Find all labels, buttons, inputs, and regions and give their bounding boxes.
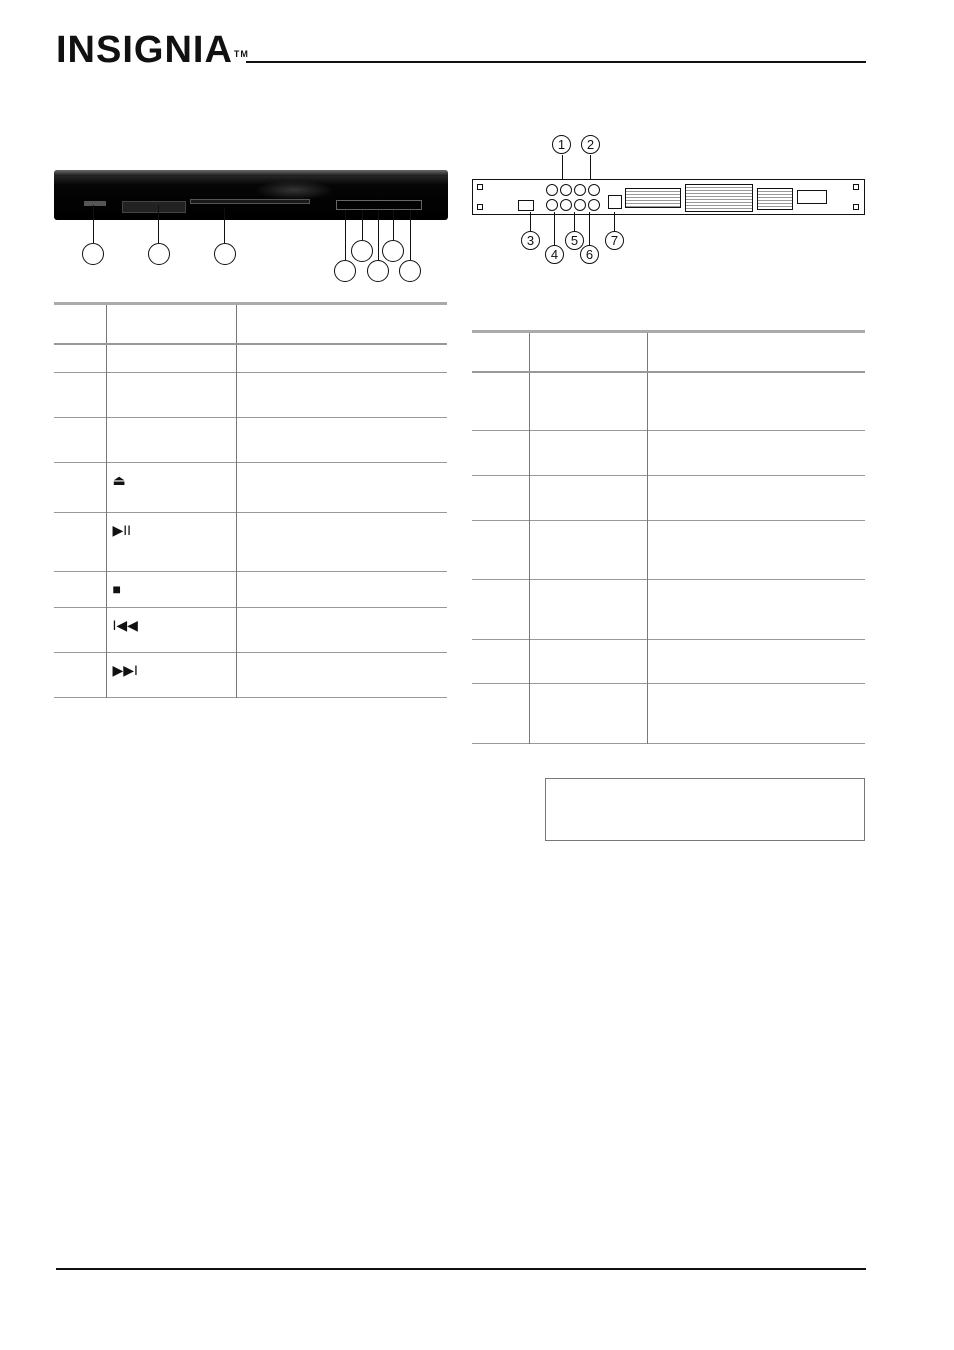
front-callout-2 <box>148 243 170 265</box>
column-header <box>529 332 647 372</box>
insignia-logo <box>56 30 249 70</box>
item-description <box>647 640 865 684</box>
footer-rule <box>56 1268 866 1270</box>
callout-leader <box>345 210 346 260</box>
hdmi-port-graphic <box>518 200 534 211</box>
front-callout-3 <box>214 243 236 265</box>
item-description <box>236 418 447 463</box>
item-description <box>236 653 447 698</box>
item-number <box>54 418 106 463</box>
front-callout-7 <box>382 240 404 262</box>
callout-leader <box>562 155 563 179</box>
table-row <box>54 463 447 513</box>
previous-icon: I◀◀ <box>112 617 138 633</box>
front-callout-1 <box>82 243 104 265</box>
item-number <box>54 513 106 572</box>
item-number <box>472 684 529 744</box>
item-description <box>647 521 865 580</box>
mount-hole-graphic <box>477 204 483 210</box>
audio-jack-graphic <box>574 184 586 196</box>
back-callout-7: 7 <box>605 231 624 250</box>
power-button-graphic <box>84 201 106 206</box>
item-description <box>236 373 447 418</box>
callout-leader <box>224 208 225 243</box>
back-callout-6: 6 <box>580 245 599 264</box>
item-number <box>472 372 529 431</box>
item-name <box>529 372 647 431</box>
column-header <box>54 304 106 344</box>
item-icon-cell <box>106 572 236 608</box>
item-name <box>529 580 647 640</box>
table-row <box>472 684 865 744</box>
item-description <box>236 572 447 608</box>
item-name <box>106 418 236 463</box>
front-panel-table <box>54 302 447 698</box>
item-number <box>472 640 529 684</box>
callout-leader <box>393 210 394 240</box>
item-icon-cell <box>106 463 236 513</box>
callout-leader <box>574 212 575 232</box>
column-header <box>106 304 236 344</box>
audio-jack-graphic <box>588 184 600 196</box>
table-row <box>472 580 865 640</box>
item-number <box>54 463 106 513</box>
audio-jack-graphic <box>560 184 572 196</box>
item-icon-cell <box>106 513 236 572</box>
back-callout-2: 2 <box>581 135 600 154</box>
item-name <box>529 684 647 744</box>
back-callout-4: 4 <box>545 245 564 264</box>
column-header <box>472 332 529 372</box>
mount-hole-graphic <box>853 204 859 210</box>
item-name <box>106 344 236 373</box>
front-panel-top-edge <box>54 170 448 176</box>
rating-label-graphic <box>625 188 681 208</box>
mount-hole-graphic <box>853 184 859 190</box>
item-description <box>236 513 447 572</box>
item-number <box>54 373 106 418</box>
item-name <box>529 521 647 580</box>
callout-leader <box>158 205 159 243</box>
back-callout-1: 1 <box>552 135 571 154</box>
front-panel-glow <box>254 180 334 200</box>
video-jack-graphic <box>574 199 586 211</box>
item-description <box>236 463 447 513</box>
item-name <box>106 373 236 418</box>
callout-leader <box>93 205 94 243</box>
table-row <box>54 418 447 463</box>
item-number <box>472 521 529 580</box>
table-row <box>54 513 447 572</box>
back-callout-5: 5 <box>565 231 584 250</box>
front-callout-4 <box>334 260 356 282</box>
column-header <box>236 304 447 344</box>
table-row <box>472 640 865 684</box>
mount-hole-graphic <box>477 184 483 190</box>
table-header-row <box>54 304 447 344</box>
control-buttons-graphic <box>336 200 422 210</box>
item-number <box>54 344 106 373</box>
table-row <box>54 653 447 698</box>
callout-leader <box>589 212 590 246</box>
front-callout-6 <box>367 260 389 282</box>
table-row <box>54 608 447 653</box>
item-description <box>647 580 865 640</box>
item-icon-cell <box>106 653 236 698</box>
item-number <box>472 431 529 476</box>
eject-icon: ⏏ <box>112 472 126 488</box>
back-panel-illustration <box>472 179 865 215</box>
table-row <box>472 521 865 580</box>
callout-leader <box>554 212 555 246</box>
front-callout-8 <box>399 260 421 282</box>
item-number <box>472 580 529 640</box>
table-row <box>54 344 447 373</box>
brand-name: INSIGNIA <box>56 29 233 71</box>
table-header-row <box>472 332 865 372</box>
item-name <box>529 431 647 476</box>
front-panel-illustration <box>54 170 448 220</box>
item-icon-cell <box>106 608 236 653</box>
optical-port-graphic <box>608 195 622 209</box>
table-row <box>472 476 865 521</box>
table-row <box>54 373 447 418</box>
warning-label-graphic <box>757 188 793 210</box>
callout-leader <box>410 210 411 260</box>
item-number <box>54 608 106 653</box>
callout-leader <box>614 212 615 232</box>
rating-label-graphic <box>685 184 753 212</box>
trademark-mark: TM <box>233 49 249 59</box>
note-box <box>545 778 865 841</box>
item-description <box>647 431 865 476</box>
item-description <box>236 344 447 373</box>
display-window-graphic <box>122 201 186 213</box>
item-name <box>529 476 647 521</box>
callout-leader <box>378 210 379 260</box>
front-callout-5 <box>351 240 373 262</box>
back-panel-table <box>472 330 865 744</box>
table-row <box>472 372 865 431</box>
header-rule <box>246 61 866 63</box>
back-callout-3: 3 <box>521 231 540 250</box>
stop-icon: ■ <box>112 581 121 597</box>
audio-jack-graphic <box>546 184 558 196</box>
column-header <box>647 332 865 372</box>
item-description <box>647 684 865 744</box>
item-description <box>647 372 865 431</box>
video-jack-graphic <box>588 199 600 211</box>
table-row <box>472 431 865 476</box>
callout-leader <box>362 210 363 240</box>
play-pause-icon: ▶II <box>112 522 132 538</box>
item-number <box>54 572 106 608</box>
item-description <box>647 476 865 521</box>
warning-label-graphic <box>797 190 827 204</box>
video-jack-graphic <box>546 199 558 211</box>
disc-tray-graphic <box>190 199 310 204</box>
item-name <box>529 640 647 684</box>
callout-leader <box>590 155 591 179</box>
next-icon: ▶▶I <box>112 662 138 678</box>
table-row <box>54 572 447 608</box>
item-number <box>54 653 106 698</box>
item-number <box>472 476 529 521</box>
item-description <box>236 608 447 653</box>
video-jack-graphic <box>560 199 572 211</box>
callout-leader <box>530 212 531 232</box>
